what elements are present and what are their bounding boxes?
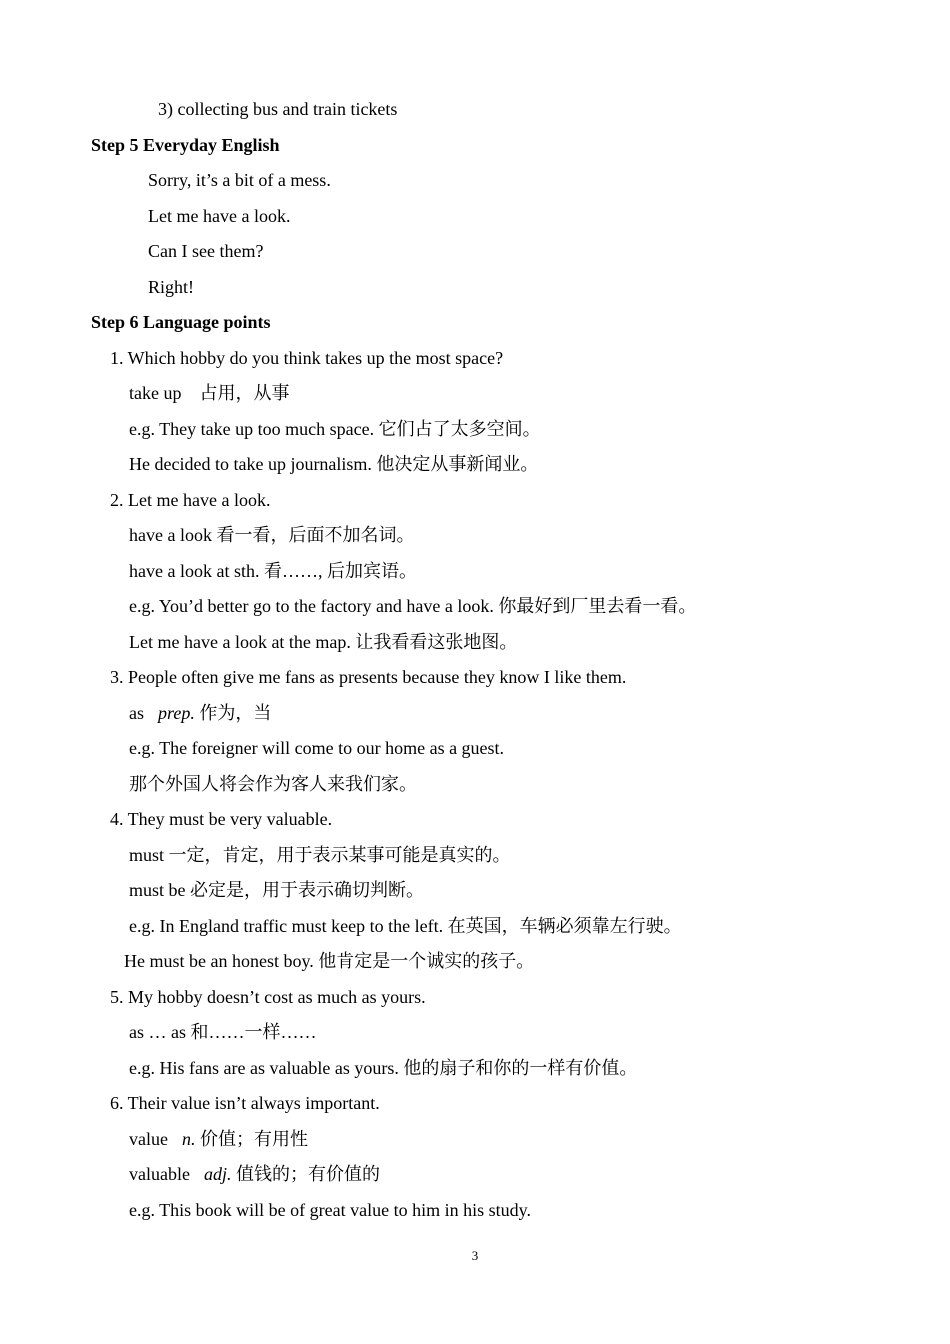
vocab-term: valuable [129, 1164, 190, 1184]
vocab-line [129, 1128, 308, 1150]
vocab-line: must 一定，肯定，用于表示某事可能是真实的。 [129, 845, 511, 865]
example-line: e.g. In England traffic must keep to the left. 在英国，车辆必须靠左行驶。 [129, 916, 682, 936]
part-of-speech: prep. [158, 703, 195, 723]
vocab-meaning: 价值；有用性 [195, 1129, 308, 1149]
vocab-line: as … as 和……一样…… [129, 1022, 317, 1042]
vocab-line [129, 702, 271, 724]
part-of-speech: n. [181, 1129, 196, 1149]
page-number: 3 [471, 1248, 479, 1263]
vocab-meaning: 作为，当 [194, 703, 272, 723]
section-heading-step-5: Step 5 Everyday English [91, 135, 280, 155]
vocab-line: have a look at sth. 看……, 后加宾语。 [129, 561, 417, 581]
vocab-term: value [129, 1129, 168, 1149]
point-heading-1: 1. Which hobby do you think takes up the most space? [110, 348, 504, 368]
example-line: e.g. You’d better go to the factory and have a look. 你最好到厂里去看一看。 [129, 596, 697, 616]
list-item-collecting-tickets: 3) collecting bus and train tickets [158, 99, 398, 119]
vocab-line [129, 1163, 380, 1185]
vocab-line [129, 382, 289, 404]
point-heading-3: 3. People often give me fans as presents because they know I like them. [110, 667, 627, 687]
vocab-term: as [129, 703, 144, 723]
phrase-line: Can I see them? [148, 241, 264, 261]
example-line: e.g. His fans are as valuable as yours. 他的扇子和你的一样有价值。 [129, 1058, 638, 1078]
vocab-line: must be 必定是，用于表示确切判断。 [129, 880, 424, 900]
example-line: Let me have a look at the map. 让我看看这张地图。 [129, 632, 518, 652]
point-heading-4: 4. They must be very valuable. [110, 809, 333, 829]
vocab-meaning: 占用，从事 [199, 383, 290, 403]
point-heading-6: 6. Their value isn’t always important. [110, 1093, 380, 1113]
example-line: e.g. The foreigner will come to our home as a guest. [129, 738, 505, 758]
phrase-line: Let me have a look. [148, 206, 291, 226]
example-translation: 那个外国人将会作为客人来我们家。 [129, 774, 417, 794]
example-line: e.g. They take up too much space. 它们占了太多空间。 [129, 419, 541, 439]
point-heading-2: 2. Let me have a look. [110, 490, 271, 510]
example-line: He decided to take up journalism. 他决定从事新闻业。 [129, 454, 539, 474]
part-of-speech: adj. [203, 1164, 232, 1184]
vocab-meaning: 值钱的；有价值的 [231, 1164, 380, 1184]
phrase-line: Right! [148, 277, 195, 297]
example-line: e.g. This book will be of great value to him in his study. [129, 1200, 531, 1220]
section-heading-step-6: Step 6 Language points [91, 312, 271, 332]
point-heading-5: 5. My hobby doesn’t cost as much as yours. [110, 987, 426, 1007]
example-line: He must be an honest boy. 他肯定是一个诚实的孩子。 [124, 951, 535, 971]
phrase-line: Sorry, it’s a bit of a mess. [148, 170, 331, 190]
vocab-line: have a look 看一看，后面不加名词。 [129, 525, 415, 545]
vocab-term: take up [129, 383, 182, 403]
